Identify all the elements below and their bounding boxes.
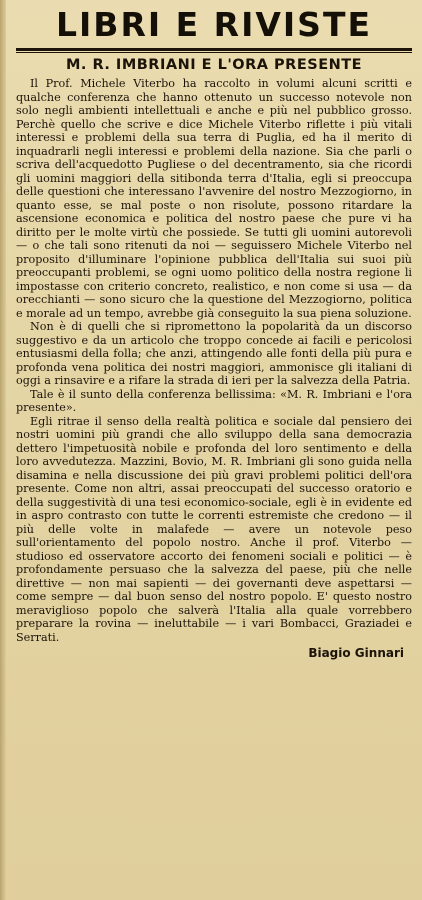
article-paragraph: Il Prof. Michele Viterbo ha raccolto in volumi alcuni scritti e qualche conferenza che hanno ottenuto un successo notevole non solo negli ambienti intellettuali e anche e più nel pubblico grosso. Perchè quello che scrive e dice Michele Viterbo riflette i più vitali interessi e problemi della sua terra di Puglia, ed ha il merito di inquadrarli negli interessi e problemi della nazione. Sia che parli o scriva dell'acquedotto Pugliese o del decentramento, sia che ricordi gli uomini maggiori della sitibonda terra d'Italia, egli si preoccupa delle questioni che interessano l'avvenire del nostro Mezzogiorno, in quanto esse, se mal poste o non risolute, possono ritardare la ascensione economica e politica del nostro paese che pure vi ha diritto per le molte virtù che possiede. Se tutti gli uomini autorevoli — o che tali sono ritenuti da noi — seguissero Michele Viterbo nel proposito d'illuminare l'opinione pubblica dell'Italia sui suoi più preoccupanti problemi, se ogni uomo politico della nostra regione li impostasse con criterio concreto, realistico, e non come si usa — da orecchianti — sono sicuro che la questione del Mezzogiorno, politica e morale ad un tempo, avrebbe già conseguito la sua piena soluzione. [16,77,412,320]
article-paragraph: Non è di quelli che si ripromettono la popolarità da un discorso suggestivo e da un articolo che troppo concede ai facili e pericolosi entusiasmi della folla; che anzi, attingendo alle fonti della più pura e profonda vena politica dei nostri maggiori, ammonisce gli italiani di oggi a rinsavire e a rifare la strada di ieri per la salvezza della Patria. [16,320,412,387]
article-body [16,77,412,644]
page-edge [0,0,6,900]
title-rule-thick [16,48,412,51]
article-headline: M. R. IMBRIANI E L'ORA PRESENTE [65,57,363,73]
title-rule-thin [16,52,412,53]
section-title: LIBRI E RIVISTE [56,5,372,44]
article-paragraph: Egli ritrae il senso della realtà politica e sociale dal pensiero dei nostri uomini più grandi che allo sviluppo della sana democrazia dettero l'impetuosità nobile e profonda del loro sentimento e della loro avvedutezza. Mazzini, Bovio, M. R. Imbriani gli sono guida nella disamina e nella discussione dei più gravi problemi politici dell'ora presente. Come non altri, assai preoccupati del successo oratorio e della suggestività di una tesi economico-sociale, egli è in evidente ed in aspro contrasto con tutte le correnti estremiste che credono — il più delle volte in malafede — avere un notevole peso sull'orientamento del popolo nostro. Anche il prof. Viterbo — studioso ed osservatore accorto dei fenomeni sociali e politici — è profondamente persuaso che la salvezza del paese, più che nelle direttive — non mai sapienti — dei governanti deve aspettarsi — come sempre — dal buon senso del nostro popolo. E' questo nostro meraviglioso popolo che salverà l'Italia alla quale vorrebbero preparare la rovina — ineluttabile — i vari Bombacci, Graziadei e Serrati. [16,414,412,644]
article-paragraph: Tale è il sunto della conferenza bellissima: «M. R. Imbriani e l'ora presente». [16,387,412,414]
author-signature: Biagio Ginnari [308,646,404,660]
